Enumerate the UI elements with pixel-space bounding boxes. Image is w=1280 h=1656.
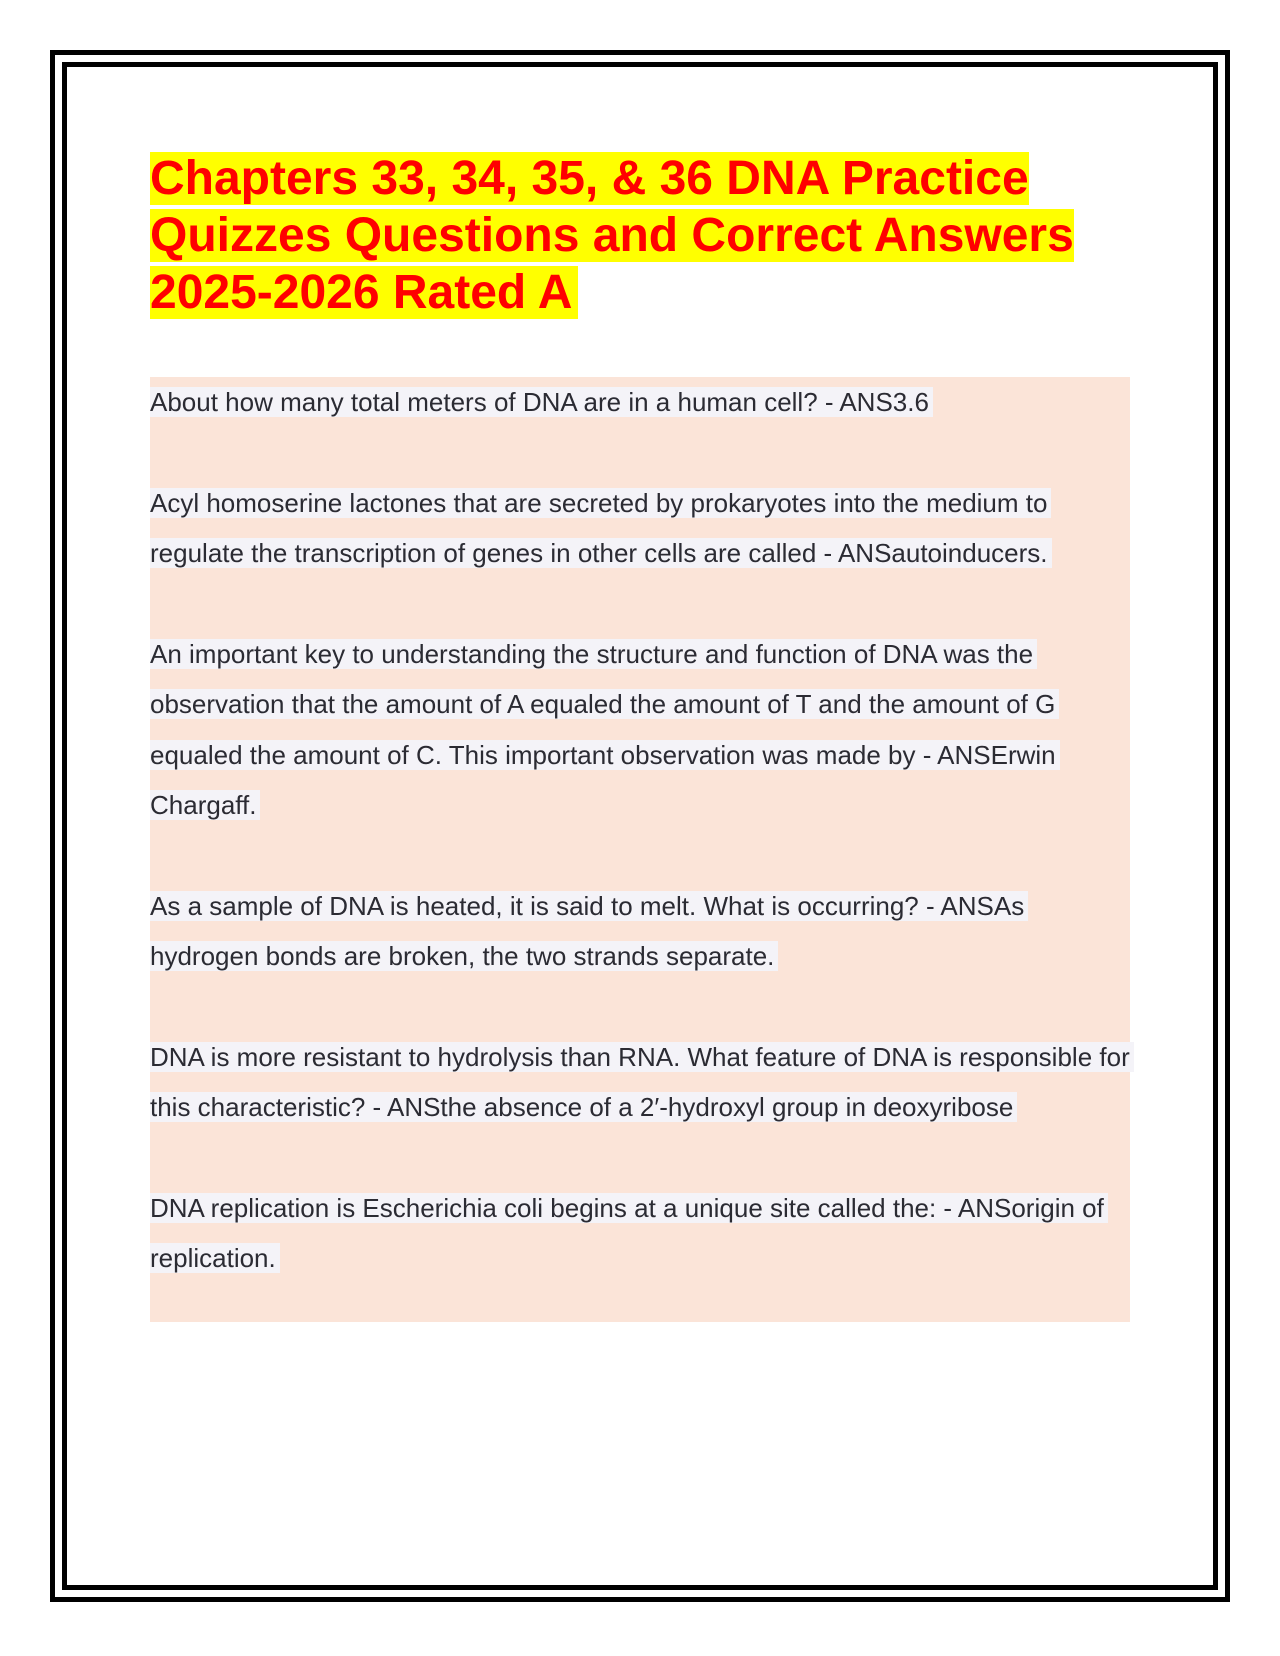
qa-item-text: As a sample of DNA is heated, it is said to melt. What is occurring? - ANSAs hydrogen bonds are broken, the two strands separate. — [150, 891, 1028, 972]
qa-item-text: About how many total meters of DNA are in a human cell? - ANS3.6 — [150, 387, 933, 417]
qa-item — [150, 1032, 1130, 1133]
qa-item — [150, 881, 1130, 982]
qa-item — [150, 377, 1130, 428]
document-title-text: Chapters 33, 34, 35, & 36 DNA Practice Quizzes Questions and Correct Answers 2025-2026 Rated A — [150, 152, 1074, 319]
qa-item-text: DNA is more resistant to hydrolysis than RNA. What feature of DNA is responsible for this characteristic? - ANSthe absence of a 2′-hydroxyl group in deoxyribose — [150, 1042, 1134, 1123]
qa-list — [150, 377, 1130, 1322]
document-title — [150, 150, 1130, 321]
qa-item — [150, 1183, 1130, 1284]
qa-item-text: An important key to understanding the structure and function of DNA was the observation that the amount of A equaled the amount of T and the amount of G equaled the amount of C. This important observation was made by - ANSErwin Chargaff. — [150, 639, 1060, 821]
qa-item — [150, 629, 1130, 831]
qa-item-text: Acyl homoserine lactones that are secreted by prokaryotes into the medium to regulate the transcription of genes in other cells are called - ANSautoinducers. — [150, 488, 1052, 569]
qa-item — [150, 478, 1130, 579]
document-content — [150, 150, 1130, 1322]
qa-item-text: DNA replication is Escherichia coli begins at a unique site called the: - ANSorigin of replication. — [150, 1193, 1108, 1274]
